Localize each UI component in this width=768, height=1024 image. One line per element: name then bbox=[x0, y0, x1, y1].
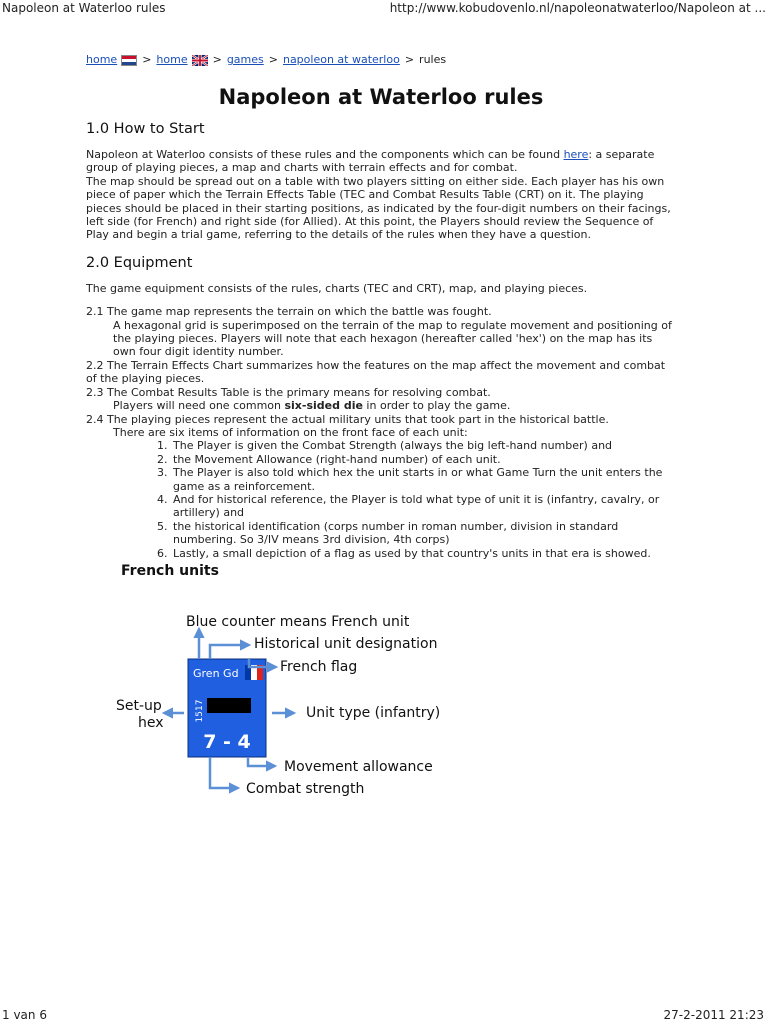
breadcrumb-separator: > bbox=[142, 53, 152, 67]
text-span: Napoleon at Waterloo consists of these rules and the components which can be found bbox=[86, 148, 564, 161]
rule-2-2: 2.2 The Terrain Effects Chart summarizes how the features on the map affect the movement and combat of the playing pieces. bbox=[86, 358, 666, 386]
arrow-unit-designation bbox=[210, 645, 249, 659]
label-french-flag: French flag bbox=[280, 658, 358, 675]
rule-2-4-detail: There are six items of information on the front face of each unit: bbox=[113, 425, 468, 439]
label-unit-type: Unit type (infantry) bbox=[306, 704, 441, 721]
label-blue-counter: Blue counter means French unit bbox=[186, 613, 410, 630]
breadcrumb-games[interactable]: games bbox=[226, 53, 264, 67]
rule-2-3-detail bbox=[86, 399, 676, 412]
label-unit-designation: Historical unit designation bbox=[254, 635, 438, 652]
list-item: 6. Lastly, a small depiction of a flag as used by that country's units in that era is showed. bbox=[171, 547, 676, 560]
section-heading-how-to-start: 1.0 How to Start bbox=[86, 121, 205, 137]
list-item: 1. The Player is given the Combat Strength (always the big left-hand number) and bbox=[171, 439, 676, 452]
print-footer-datetime: 27-2-2011 21:23 bbox=[663, 1008, 764, 1022]
unit-info-list bbox=[86, 439, 676, 560]
breadcrumb-home-en[interactable]: home bbox=[156, 53, 188, 67]
rule-2-3: 2.3 The Combat Results Table is the primary means for resolving combat. bbox=[86, 385, 491, 399]
breadcrumb bbox=[86, 52, 676, 68]
print-header bbox=[0, 0, 768, 18]
text-span: : a separate group of playing pieces, a map and charts with terrain effects and for combat. bbox=[86, 148, 655, 175]
arrow-movement bbox=[248, 757, 275, 766]
dutch-flag-icon bbox=[121, 55, 137, 66]
print-header-title: Napoleon at Waterloo rules bbox=[2, 1, 166, 15]
page-content bbox=[86, 52, 676, 825]
rule-2-1-detail: A hexagonal grid is superimposed on the terrain of the map to regulate movement and positioning of the playing pieces. Players will note that each hexagon (hereafter called 'hex') on the map has its own four digit identity number. bbox=[113, 318, 672, 359]
french-unit-diagram-svg bbox=[86, 585, 676, 825]
paragraph-equipment-intro: The game equipment consists of the rules, charts (TEC and CRT), map, and playing pieces. bbox=[86, 281, 588, 295]
counter-values: 7 - 4 bbox=[203, 730, 251, 753]
breadcrumb-separator: > bbox=[404, 53, 415, 67]
french-unit-diagram bbox=[86, 585, 676, 825]
page-title: Napoleon at Waterloo rules bbox=[218, 85, 544, 109]
spacer bbox=[86, 295, 676, 305]
counter-hex: 1517 bbox=[195, 699, 205, 723]
breadcrumb-home-nl[interactable]: home bbox=[86, 53, 118, 67]
print-footer-page: 1 van 6 bbox=[2, 1008, 47, 1022]
label-movement: Movement allowance bbox=[284, 758, 433, 775]
breadcrumb-napoleon-at-waterloo[interactable]: napoleon at waterloo bbox=[282, 53, 400, 67]
rule-2-1: 2.1 The game map represents the terrain on which the battle was fought. bbox=[86, 305, 492, 319]
label-setup-hex: Set-up bbox=[116, 697, 162, 714]
spacer bbox=[86, 242, 676, 254]
list-item: 4. And for historical reference, the Player is told what type of unit it is (infantry, cavalry, or artillery) and bbox=[171, 493, 676, 520]
paragraph-setup: The map should be spread out on a table with two players sitting on either side. Each player has his own piece of paper which the Terrain Effects Table (TEC and Combat Results Table (CRT) on it. The playing pieces should be placed in their starting positions, as indicated by the four-digit numbers on their facings, left side (for French) and right side (for Allied). At this point, the Players should review the Sequence of Play and begin a trial game, referring to the details of the rules when they have a question. bbox=[86, 174, 671, 242]
components-here-link[interactable]: here bbox=[563, 148, 589, 161]
list-item: 2. the Movement Allowance (right-hand number) of each unit. bbox=[171, 453, 676, 466]
text-span: Players will need one common bbox=[113, 399, 285, 413]
british-flag-icon bbox=[192, 55, 208, 66]
paragraph-components bbox=[86, 148, 676, 175]
counter-name: Gren Gd bbox=[193, 666, 239, 680]
text-span: in order to play the game. bbox=[362, 399, 511, 413]
list-item: 3. The Player is also told which hex the unit starts in or what Game Turn the unit enters the game as a reinforcement. bbox=[171, 466, 676, 493]
print-header-url: http://www.kobudovenlo.nl/napoleonatwaterloo/Napoleon at ... bbox=[389, 1, 766, 15]
six-sided-die-term: six-sided die bbox=[284, 399, 363, 413]
print-footer bbox=[0, 1006, 768, 1024]
breadcrumb-separator: > bbox=[212, 53, 222, 67]
breadcrumb-separator: > bbox=[268, 53, 278, 67]
breadcrumb-current: rules bbox=[419, 53, 447, 67]
diagram-title: French units bbox=[121, 562, 219, 579]
infantry-symbol bbox=[207, 698, 251, 713]
label-setup-hex-2: hex bbox=[138, 714, 164, 731]
arrow-combat bbox=[210, 757, 238, 788]
label-combat: Combat strength bbox=[246, 780, 365, 797]
rule-2-4: 2.4 The playing pieces represent the actual military units that took part in the historical battle. bbox=[86, 412, 609, 426]
section-heading-equipment: 2.0 Equipment bbox=[86, 254, 193, 271]
list-item: 5. the historical identification (corps number in roman number, division in standard numbering. So 3/IV means 3rd division, 4th corps) bbox=[171, 520, 676, 547]
